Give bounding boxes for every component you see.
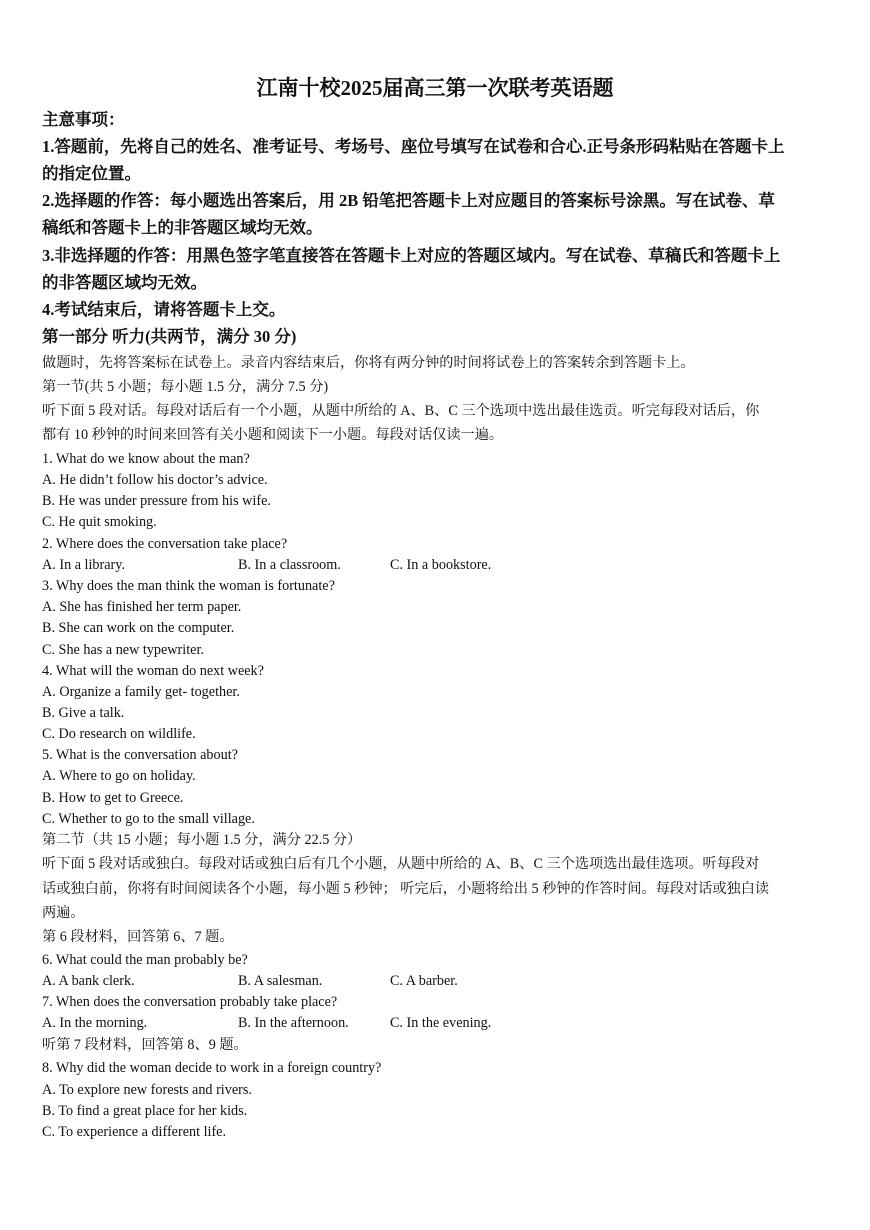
option-7c: C. In the evening. (390, 1015, 492, 1031)
section1-instruction: 都有 10 秒钟的时间来回答有关小题和阅读下一小题。每段对话仅读一遍。 (42, 427, 504, 443)
option-6b: B. A salesman. (238, 973, 323, 989)
option-3b: B. She can work on the computer. (42, 620, 235, 636)
option-8c: C. To experience a different life. (42, 1124, 227, 1140)
section1-heading: 第一节(共 5 小题；每小题 1.5 分，满分 7.5 分) (42, 379, 329, 395)
section2-instruction: 听下面 5 段对话或独白。每段对话或独白后有几个小题，从题中所给的 A、B、C 三个选项选出最佳选项。听每段对 (42, 856, 760, 872)
question-1: 1. What do we know about the man? (42, 451, 250, 467)
notice-line-4: 稿纸和答题卡上的非答题区域均无效。 (42, 218, 323, 237)
option-4a: A. Organize a family get- together. (42, 684, 240, 700)
notice-line-7: 4.考试结束后，请将答题卡上交。 (42, 300, 286, 319)
exam-title: 江南十校2025届高三第一次联考英语题 (256, 76, 614, 100)
option-3c: C. She has a new typewriter. (42, 642, 204, 658)
material-6-heading: 第 6 段材料，回答第 6、7 题。 (42, 929, 234, 945)
options-row-7 (42, 1013, 832, 1033)
option-1c: C. He quit smoking. (42, 514, 157, 530)
option-7a: A. In the morning. (42, 1015, 148, 1031)
section1-instruction: 听下面 5 段对话。每段对话后有一个小题，从题中所给的 A、B、C 三个选项中选出最佳选贡。听完每段对话后，你 (42, 403, 760, 419)
option-3a: A. She has finished her term paper. (42, 599, 242, 615)
option-2c: C. In a bookstore. (390, 557, 492, 573)
option-2b: B. In a classroom. (238, 557, 341, 573)
notice-text: 1.答题前，先将自己的姓名、准考证号、考场号、座位号填写在试卷和合心.正号条形码粘贴在答题卡上 (42, 137, 785, 156)
option-5a: A. Where to go on holiday. (42, 768, 196, 784)
part1-heading: 第一部分 听力(共两节，满分 30 分) (42, 327, 297, 346)
notice-line-6: 的非答题区域均无效。 (42, 273, 207, 292)
notice-heading: 主意事项： (42, 110, 125, 129)
material-7-heading: 听第 7 段材料，回答第 8、9 题。 (42, 1037, 248, 1053)
option-6a: A. A bank clerk. (42, 973, 135, 989)
section2-heading: 第二节（共 15 小题；每小题 1.5 分，满分 22.5 分） (42, 832, 362, 848)
option-8a: A. To explore new forests and rivers. (42, 1082, 252, 1098)
option-5b: B. How to get to Greece. (42, 790, 184, 806)
option-4b: B. Give a talk. (42, 705, 125, 721)
notice-line-2: 的指定位置。 (42, 164, 141, 183)
question-2: 2. Where does the conversation take place? (42, 536, 288, 552)
notice-line-3: 2.选择题的作答：每小题选出答案后，用 2B 铅笔把答题卡上对应题目的答案标号涂黑。写在试卷、草 (42, 191, 775, 210)
question-8: 8. Why did the woman decide to work in a foreign country? (42, 1060, 382, 1076)
section2-instruction: 两遍。 (42, 905, 85, 921)
option-1a: A. He didn’t follow his doctor’s advice. (42, 472, 268, 488)
part1-intro: 做题时，先将答案标在试卷上。录音内容结束后，你将有两分钟的时间将试卷上的答案转余到答题卡上。 (42, 355, 695, 371)
notice-line-5: 3.非选择题的作答：用黑色签字笔直接答在答题卡上对应的答题区域内。写在试卷、草稿氏和答题卡上 (42, 246, 781, 265)
option-4c: C. Do research on wildlife. (42, 726, 196, 742)
question-6: 6. What could the man probably be? (42, 952, 248, 968)
option-6c: C. A barber. (390, 973, 458, 989)
section2-instruction: 话或独白前，你将有时间阅读各个小题，每小题 5 秒钟； 听完后，小题将给出 5 秒钟的作答时间。每段对话或独白读 (42, 881, 770, 897)
option-7b: B. In the afternoon. (238, 1015, 349, 1031)
option-2a: A. In a library. (42, 557, 125, 573)
question-5: 5. What is the conversation about? (42, 747, 238, 763)
options-row-6 (42, 971, 832, 991)
options-row-2 (42, 555, 832, 575)
notice-line-1 (42, 135, 827, 159)
option-5c: C. Whether to go to the small village. (42, 811, 255, 827)
question-7: 7. When does the conversation probably take place? (42, 994, 338, 1010)
question-4: 4. What will the woman do next week? (42, 663, 264, 679)
question-3: 3. Why does the man think the woman is fortunate? (42, 578, 335, 594)
option-8b: B. To find a great place for her kids. (42, 1103, 248, 1119)
option-1b: B. He was under pressure from his wife. (42, 493, 271, 509)
